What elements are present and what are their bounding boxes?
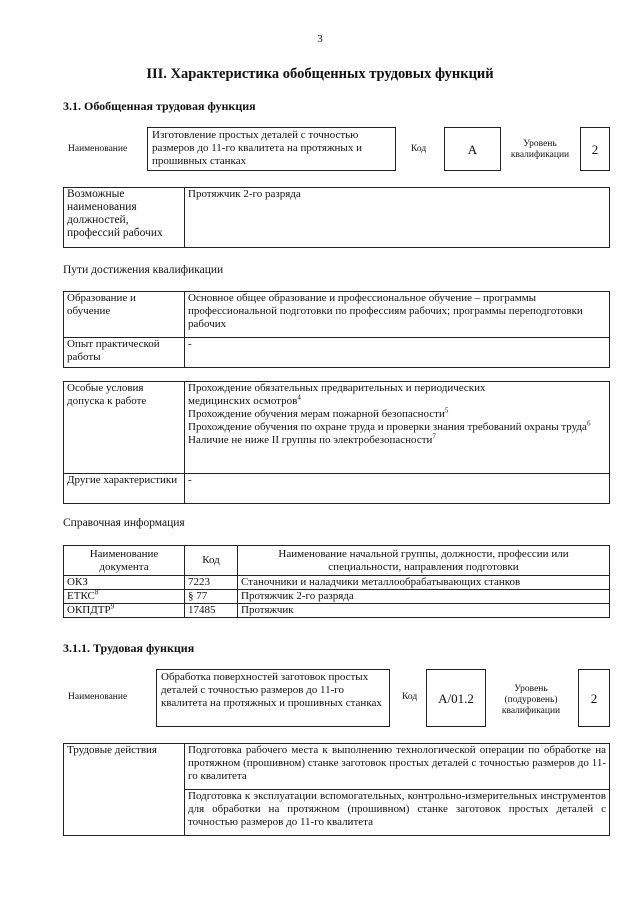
- otf-name-label: Наименование: [68, 144, 128, 154]
- section-title: III. Характеристика обобщенных трудовых функций: [146, 66, 494, 82]
- condition-line-3: Прохождение обучения по охране труда и проверки знания требований охраны труда: [188, 421, 587, 433]
- experience-label: Опыт практической работы: [64, 338, 185, 368]
- conditions-table: [63, 381, 610, 504]
- tf-level-label: Уровень (подуровень) квалификации: [501, 684, 561, 716]
- condition-line-4: Наличие не ниже II группы по электробезопасности: [188, 434, 433, 446]
- otf-name-value: Изготовление простых деталей с точностью размеров до 11-го квалитета на протяжных и прошивных станках: [147, 127, 396, 171]
- condition-line-1: Прохождение обязательных предварительных и периодических медицинских осмотров: [188, 382, 486, 407]
- ref-doc: ОКПДТР: [67, 604, 111, 616]
- ref-name: Протяжчик 2-го разряда: [238, 590, 610, 604]
- tf-code-label: Код: [402, 692, 418, 702]
- ref-col-doc: Наименование документа: [64, 546, 185, 576]
- actions-label: Трудовые действия: [64, 744, 185, 836]
- conditions-label: Особые условия допуска к работе: [64, 382, 185, 474]
- footnote-ref-5: 5: [444, 406, 449, 415]
- ref-col-name: Наименование начальной группы, должности, профессии или специальности, направления подготовки: [238, 546, 610, 576]
- positions-value: Протяжчик 2-го разряда: [185, 188, 610, 248]
- tf-code-value: A/01.2: [426, 669, 486, 727]
- tf-heading: 3.1.1. Трудовая функция: [63, 641, 195, 655]
- footnote-ref-4: 4: [297, 393, 301, 402]
- otf-level-value: 2: [580, 127, 610, 171]
- ref-doc: ОКЗ: [67, 576, 88, 588]
- ref-name: Станочники и наладчики металлообрабатывающих станков: [238, 576, 610, 590]
- otf-code-value: A: [444, 127, 501, 171]
- tf-level-value: 2: [578, 669, 610, 727]
- tf-name-value: Обработка поверхностей заготовок простых деталей с точностью размеров до 11-го квалитета на протяжных и прошивных станках: [156, 669, 390, 727]
- action-item-2: Подготовка к эксплуатации вспомогательных, контрольно-измерительных инструментов для обработки на протяжном (прошивном) станке заготовок простых деталей с точностью размеров до 11-го квалитета: [185, 790, 610, 836]
- education-table: [63, 291, 610, 368]
- table-row: [64, 576, 610, 590]
- other-value: -: [185, 474, 610, 504]
- education-value: Основное общее образование и профессиональное обучение – программы профессиональной подготовки по профессиям рабочих; программы переподготовки рабочих: [185, 292, 610, 338]
- paths-heading: Пути достижения квалификации: [63, 264, 224, 276]
- experience-value: -: [185, 338, 610, 368]
- ref-code: § 77: [185, 590, 238, 604]
- reference-table: [63, 545, 610, 618]
- ref-doc: ЕТКС: [67, 590, 95, 602]
- table-row: [64, 604, 610, 618]
- condition-line-2: Прохождение обучения мерам пожарной безопасности: [188, 408, 445, 420]
- action-item-1: Подготовка рабочего места к выполнению технологической операции по обработке на протяжном (прошивном) станке заготовок простых деталей с точностью размеров до 11-го квалитета: [185, 744, 610, 790]
- ref-name: Протяжчик: [238, 604, 610, 618]
- ref-code: 7223: [185, 576, 238, 590]
- reference-heading: Справочная информация: [63, 517, 185, 529]
- footnote-ref-8: 8: [94, 588, 99, 597]
- footnote-ref-6: 6: [586, 419, 591, 428]
- education-label: Образование и обучение: [64, 292, 185, 338]
- page-number: 3: [317, 33, 323, 45]
- ref-code: 17485: [185, 604, 238, 618]
- actions-table: [63, 743, 610, 836]
- otf-heading: 3.1. Обобщенная трудовая функция: [63, 99, 256, 113]
- footnote-ref-9: 9: [110, 602, 115, 611]
- otf-level-label: Уровень квалификации: [510, 139, 570, 160]
- conditions-value: [185, 382, 610, 474]
- tf-name-label: Наименование: [68, 692, 128, 702]
- other-label: Другие характеристики: [64, 474, 185, 504]
- otf-code-label: Код: [411, 144, 427, 154]
- footnote-ref-7: 7: [432, 432, 436, 441]
- ref-col-code: Код: [185, 546, 238, 576]
- positions-label: Возможные наименования должностей, профессий рабочих: [64, 188, 185, 248]
- positions-table: [63, 187, 610, 248]
- table-row: [64, 590, 610, 604]
